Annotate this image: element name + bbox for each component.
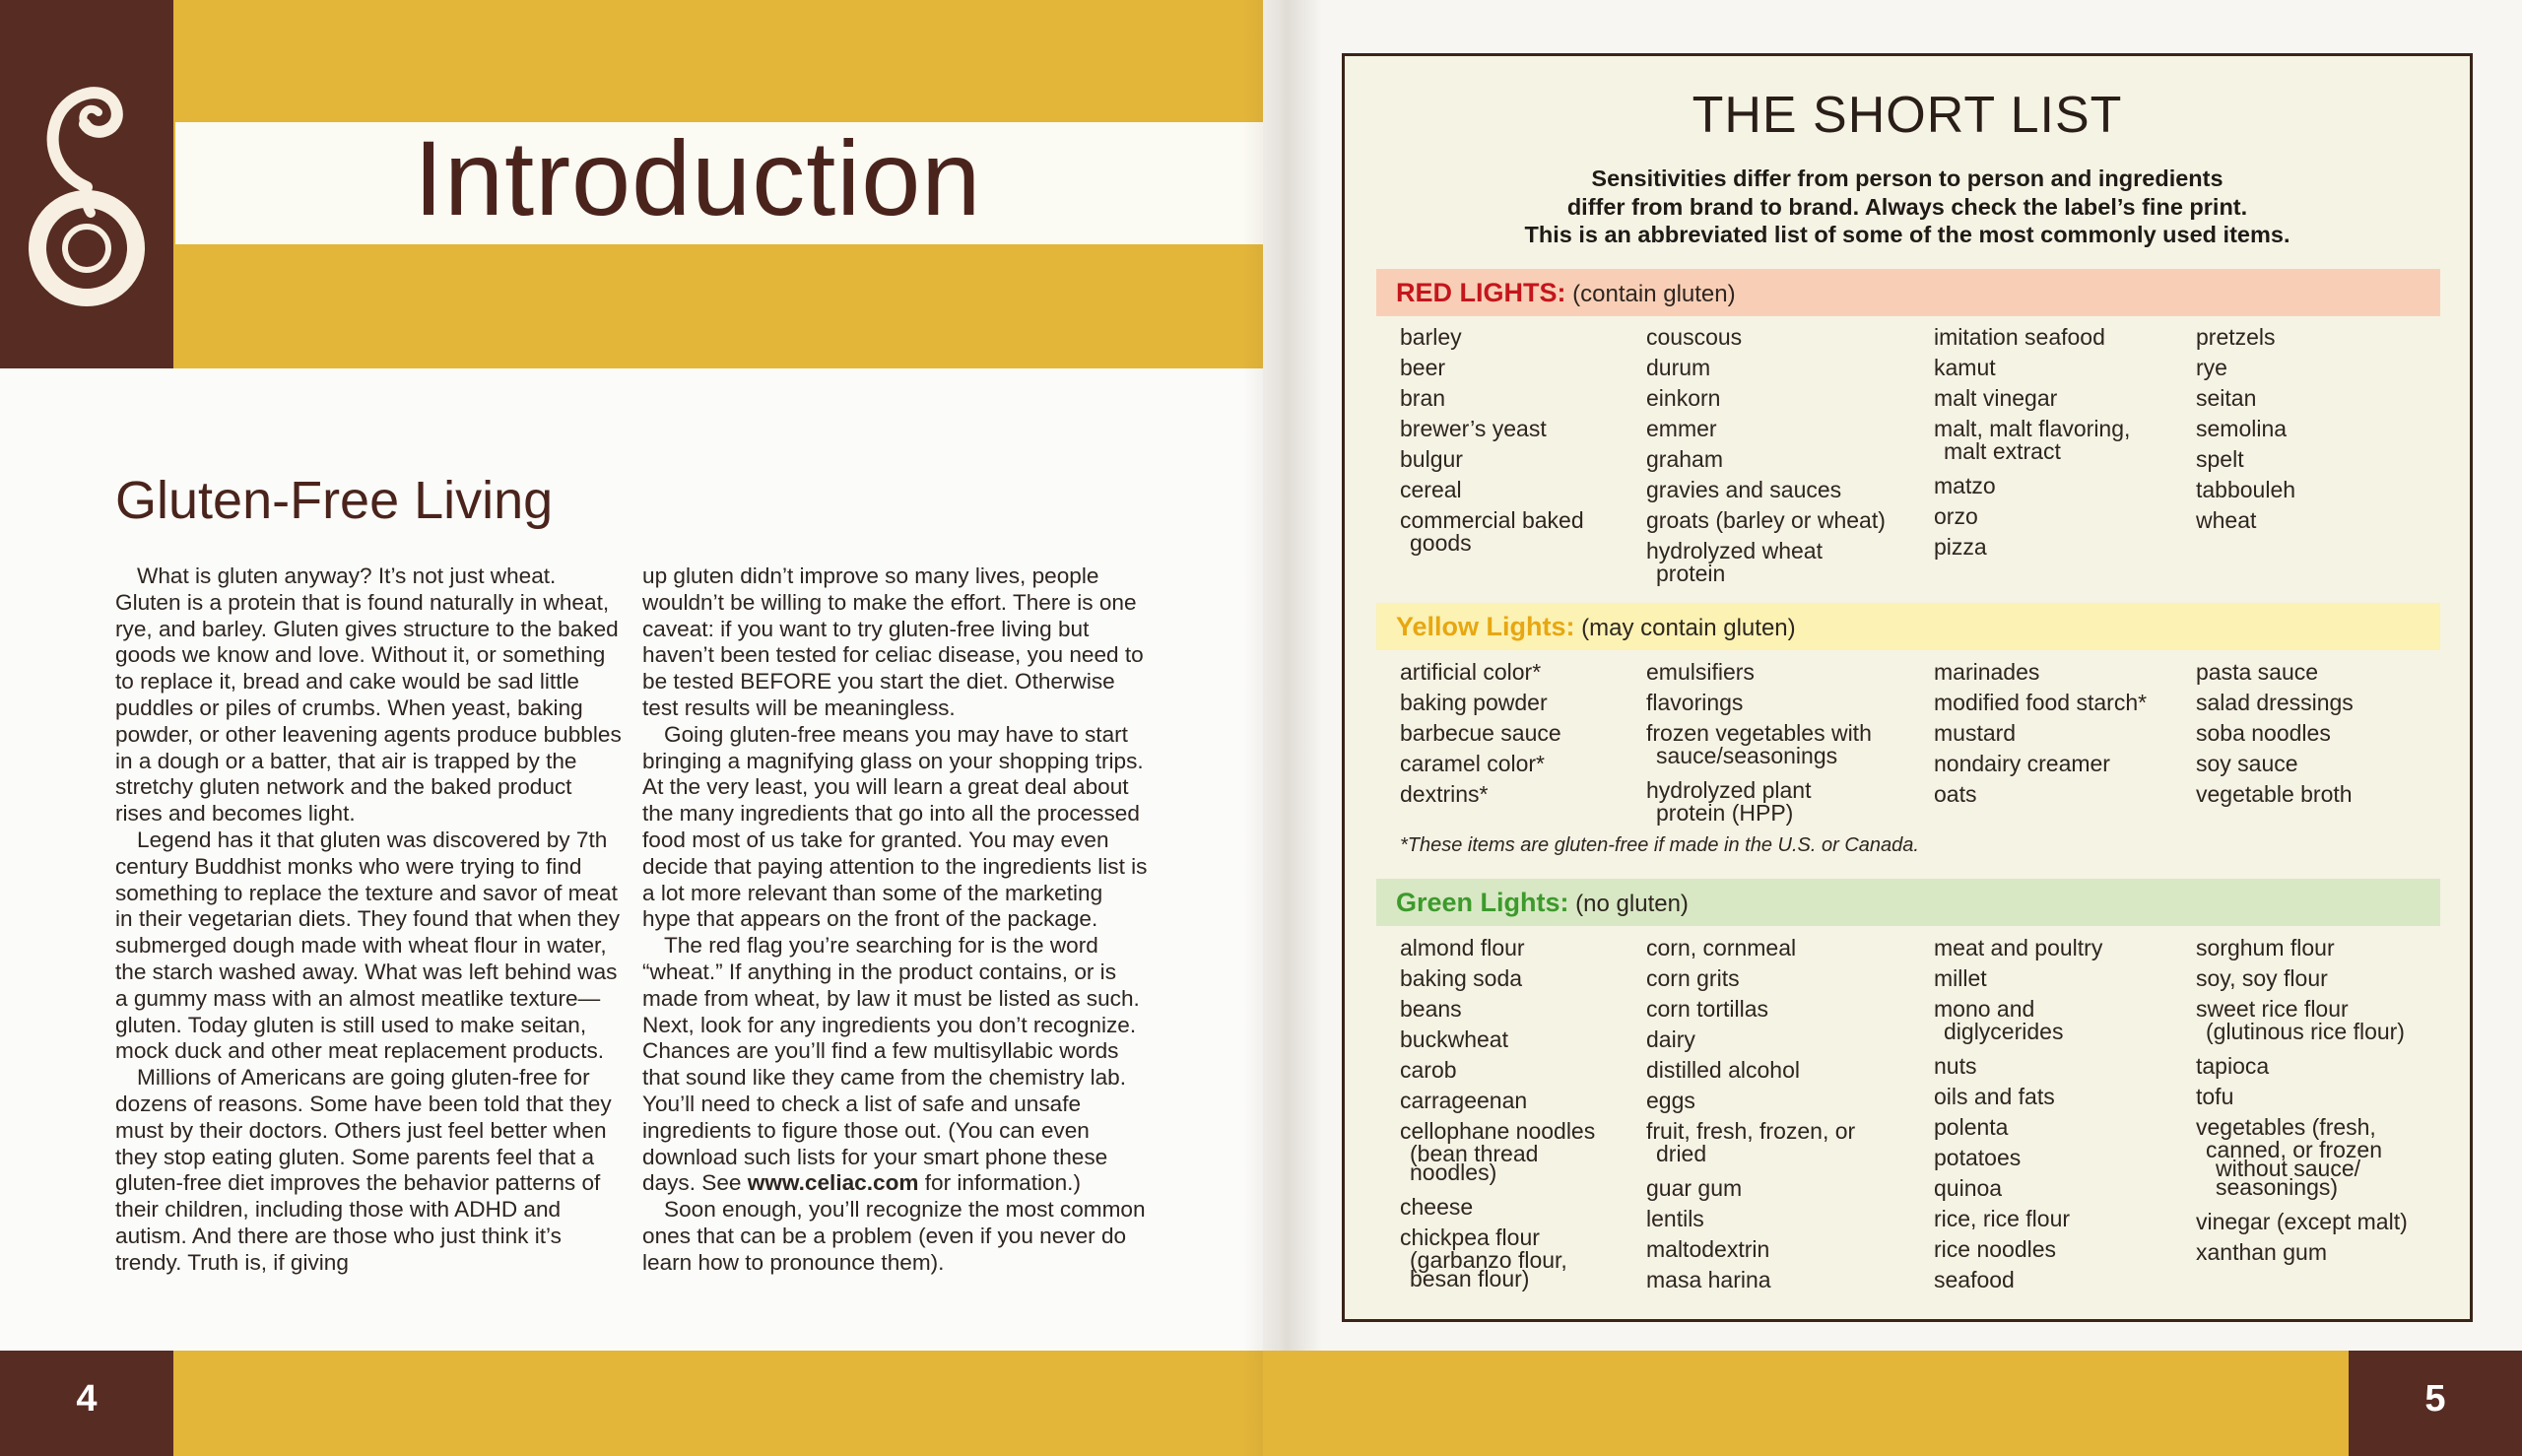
list-item: malt, malt flavoring, — [1934, 416, 2131, 441]
subtitle-line: Sensitivities differ from person to person and ingredients — [1591, 165, 2223, 191]
paragraph — [642, 933, 1150, 1197]
list-item: malt extract — [1944, 438, 2061, 464]
list-item: baking soda — [1400, 965, 1523, 991]
list-item: tapioca — [2196, 1053, 2270, 1079]
list-item: bran — [1400, 385, 1446, 411]
list-item: soba noodles — [2196, 720, 2331, 746]
list-item: imitation seafood — [1934, 324, 2105, 350]
list-item: mono and — [1934, 996, 2035, 1022]
list-item: rice noodles — [1934, 1236, 2057, 1262]
list-item: soy, soy flour — [2196, 965, 2328, 991]
list-item: flavorings — [1646, 690, 1744, 715]
list-item: (glutinous rice flour) — [2206, 1019, 2405, 1044]
yellow-list-col-3 — [1934, 657, 2147, 810]
list-item: maltodextrin — [1646, 1236, 1770, 1262]
list-item: eggs — [1646, 1088, 1695, 1113]
subtitle-line: differ from brand to brand. Always check the label’s fine print. — [1566, 193, 2248, 220]
list-item: nondairy creamer — [1934, 751, 2110, 776]
section-heading: Gluten-Free Living — [115, 471, 554, 530]
list-item: vegetable broth — [2196, 781, 2353, 807]
page-title: Introduction — [414, 118, 982, 237]
box-subtitle — [1345, 165, 2470, 249]
swirl-ornament-icon — [0, 0, 173, 368]
body-column-1 — [115, 563, 623, 1277]
page-number: 5 — [2424, 1378, 2446, 1420]
list-item: oats — [1934, 781, 1977, 807]
list-item: seafood — [1934, 1267, 2015, 1292]
green-list-col-2 — [1646, 933, 1855, 1295]
list-item: barbecue sauce — [1400, 720, 1561, 746]
red-list-col-3 — [1934, 322, 2130, 563]
list-item: cellophane noodles — [1400, 1118, 1596, 1144]
box-title: THE SHORT LIST — [1692, 87, 2123, 144]
list-item: sweet rice flour — [2196, 996, 2349, 1022]
green-lights-header — [1376, 879, 2440, 926]
red-list-col-1 — [1400, 322, 1584, 563]
list-item: gravies and sauces — [1646, 477, 1842, 502]
chapter-logo — [0, 0, 173, 368]
list-item: (bean thread — [1410, 1141, 1539, 1166]
list-item: malt vinegar — [1934, 385, 2058, 411]
list-item: dried — [1656, 1141, 1707, 1166]
paragraph-text: The red flag you’re searching for is the word “wheat.” If anything in the product contains, or is made from wheat, by law it must be listed as such. Next, look for any ingredients you don’t recognize. Chances are you’ll find a few multisyllabic words that sound like they came from the chemistry lab. You’ll need to check a list of safe and unsafe ingredients to figure those out. (You can even download such lists for your smart phone these days. See — [642, 933, 1140, 1196]
list-item: tabbouleh — [2196, 477, 2296, 502]
list-item: soy sauce — [2196, 751, 2298, 776]
list-item: pretzels — [2196, 324, 2276, 350]
list-item: fruit, fresh, frozen, or — [1646, 1118, 1856, 1144]
body-column-2 — [642, 563, 1150, 1277]
list-item: oils and fats — [1934, 1084, 2055, 1109]
book-gutter — [1243, 0, 1322, 1456]
list-item: buckwheat — [1400, 1026, 1508, 1052]
list-item: rice, rice flour — [1934, 1206, 2071, 1231]
footer-band-right — [1263, 1351, 2522, 1456]
list-item: salad dressings — [2196, 690, 2354, 715]
list-item: vinegar (except malt) — [2196, 1209, 2408, 1234]
list-item: einkorn — [1646, 385, 1721, 411]
paragraph: What is gluten anyway? It’s not just wheat. Gluten is a protein that is found naturally in wheat, rye, and barley. Gluten gives structure to the baked goods we know and love. Without it, or something to replace it, bread and cake would be sad little puddles or piles of crumbs. When yeast, baking powder, or other leavening agents produce bubbles in a dough or a batter, that air is trapped by the stretchy gluten network and the baked product rises and becomes light. — [115, 563, 622, 827]
yellow-footnote: *These items are gluten-free if made in the U.S. or Canada. — [1400, 834, 1919, 856]
list-item: orzo — [1934, 503, 1978, 529]
list-item: noodles) — [1410, 1159, 1497, 1185]
list-item: mustard — [1934, 720, 2017, 746]
list-item: brewer’s yeast — [1400, 416, 1547, 441]
list-item: diglycerides — [1944, 1019, 2064, 1044]
yellow-lights-label: Yellow Lights: — [1396, 612, 1575, 641]
red-lights-label: RED LIGHTS: — [1396, 278, 1566, 307]
list-item: semolina — [2196, 416, 2288, 441]
paragraph: Going gluten-free means you may have to start bringing a magnifying glass on your shopping trips. At the very least, you will learn a great deal about the many ingredients that go into all the processed food most of us take for granted. You may even decide that paying attention to the ingredients list is a lot more relevant than some of the marketing hype that appears on the front of the package. — [642, 721, 1148, 932]
footer-band-left — [0, 1351, 1263, 1456]
list-item: durum — [1646, 355, 1711, 380]
page-number-box-right — [2349, 1351, 2522, 1456]
list-item: carrageenan — [1400, 1088, 1528, 1113]
list-item: marinades — [1934, 659, 2040, 685]
list-item: dairy — [1646, 1026, 1695, 1052]
list-item: cheese — [1400, 1194, 1474, 1220]
list-item: millet — [1934, 965, 1987, 991]
list-item: meat and poultry — [1934, 935, 2103, 960]
list-item: hydrolyzed wheat — [1646, 538, 1823, 563]
red-lights-note: (contain gluten) — [1565, 281, 1736, 307]
list-item: frozen vegetables with — [1646, 720, 1872, 746]
yellow-list-col-4 — [2196, 657, 2354, 810]
list-item: lentils — [1646, 1206, 1704, 1231]
yellow-lights-note: (may contain gluten) — [1574, 615, 1796, 641]
red-list-col-4 — [2196, 322, 2295, 536]
list-item: hydrolyzed plant — [1646, 777, 1812, 803]
red-lights-header — [1376, 269, 2440, 316]
yellow-list-col-1 — [1400, 657, 1561, 810]
list-item: masa harina — [1646, 1267, 1771, 1292]
paragraph: Legend has it that gluten was discovered by 7th century Buddhist monks who were trying to find something to replace the texture and savor of meat in their vegetarian diets. They found that when they submerged dough made with wheat flour in water, the starch washed away. What was left behind was a gummy mass with an almost meatlike texture—gluten. Today gluten is still used to make seitan, mock duck and other meat replacement products. — [115, 827, 621, 1064]
green-list-col-3 — [1934, 933, 2102, 1295]
list-item: polenta — [1934, 1114, 2009, 1140]
list-item: caramel color* — [1400, 751, 1545, 776]
green-list-col-1 — [1400, 933, 1595, 1298]
list-item: nuts — [1934, 1053, 1977, 1079]
list-item: xanthan gum — [2196, 1239, 2327, 1265]
yellow-list-col-2 — [1646, 657, 1872, 832]
list-item: rye — [2196, 355, 2227, 380]
list-item: protein (HPP) — [1656, 800, 1794, 826]
list-item: seitan — [2196, 385, 2257, 411]
list-item: baking powder — [1400, 690, 1548, 715]
list-item: modified food starch* — [1934, 690, 2148, 715]
list-item: pasta sauce — [2196, 659, 2319, 685]
list-item: seasonings) — [2216, 1174, 2339, 1200]
red-list-col-2 — [1646, 322, 1886, 593]
list-item: artificial color* — [1400, 659, 1542, 685]
list-item: potatoes — [1934, 1145, 2022, 1170]
list-item: spelt — [2196, 446, 2244, 472]
list-item: emulsifiers — [1646, 659, 1755, 685]
list-item: (garbanzo flour, — [1410, 1247, 1567, 1273]
list-item: canned, or frozen — [2206, 1137, 2383, 1162]
paragraph-text: for information.) — [918, 1170, 1081, 1196]
list-item: chickpea flour — [1400, 1224, 1540, 1250]
list-item: guar gum — [1646, 1175, 1743, 1201]
celiac-link[interactable]: www.celiac.com — [747, 1170, 919, 1196]
paragraph: Millions of Americans are going gluten-free for dozens of reasons. Some have been told that they must by their doctors. Others just feel better when they stop eating gluten. Some parents feel that a gluten-free diet improves the behavior patterns of their children, including those with ADHD and autism. And there are those who just think it’s trendy. Truth is, if giving — [115, 1065, 612, 1275]
list-item: tofu — [2196, 1084, 2234, 1109]
list-item: emmer — [1646, 416, 1717, 441]
list-item: distilled alcohol — [1646, 1057, 1800, 1083]
list-item: kamut — [1934, 355, 1996, 380]
page-number: 4 — [76, 1378, 98, 1420]
list-item: wheat — [2196, 507, 2257, 533]
list-item: bulgur — [1400, 446, 1463, 472]
list-item: beans — [1400, 996, 1462, 1022]
list-item: couscous — [1646, 324, 1743, 350]
list-item: barley — [1400, 324, 1462, 350]
green-lights-note: (no gluten) — [1568, 891, 1689, 917]
yellow-lights-header — [1376, 603, 2440, 650]
list-item: corn tortillas — [1646, 996, 1768, 1022]
list-item: corn grits — [1646, 965, 1740, 991]
short-list-box — [1342, 53, 2473, 1322]
list-item: graham — [1646, 446, 1723, 472]
list-item: protein — [1656, 561, 1726, 586]
list-item: pizza — [1934, 534, 1987, 560]
green-lights-label: Green Lights: — [1396, 888, 1569, 917]
paragraph: up gluten didn’t improve so many lives, people wouldn’t be willing to make the effort. There is one caveat: if you want to try gluten-free living but haven’t been tested for celiac disease, you need to be tested BEFORE you start the diet. Otherwise test results will be meaningless. — [642, 563, 1144, 720]
list-item: goods — [1410, 530, 1472, 556]
list-item: corn, cornmeal — [1646, 935, 1797, 960]
page-number-box-left — [0, 1351, 173, 1456]
list-item: almond flour — [1400, 935, 1525, 960]
list-item: dextrins* — [1400, 781, 1489, 807]
list-item: quinoa — [1934, 1175, 2003, 1201]
list-item: cereal — [1400, 477, 1462, 502]
list-item: without sauce/ — [2216, 1156, 2361, 1181]
paragraph: Soon enough, you’ll recognize the most common ones that can be a problem (even if you never do learn how to pronounce them). — [642, 1197, 1146, 1275]
list-item: carob — [1400, 1057, 1457, 1083]
list-item: sorghum flour — [2196, 935, 2335, 960]
subtitle-line: This is an abbreviated list of some of the most commonly used items. — [1524, 222, 2290, 247]
list-item: beer — [1400, 355, 1446, 380]
list-item: commercial baked — [1400, 507, 1584, 533]
list-item: vegetables (fresh, — [2196, 1114, 2376, 1140]
green-list-col-4 — [2196, 933, 2408, 1268]
list-item: besan flour) — [1410, 1266, 1530, 1291]
list-item: groats (barley or wheat) — [1646, 507, 1886, 533]
list-item: sauce/seasonings — [1656, 743, 1838, 768]
list-item: matzo — [1934, 473, 1996, 498]
